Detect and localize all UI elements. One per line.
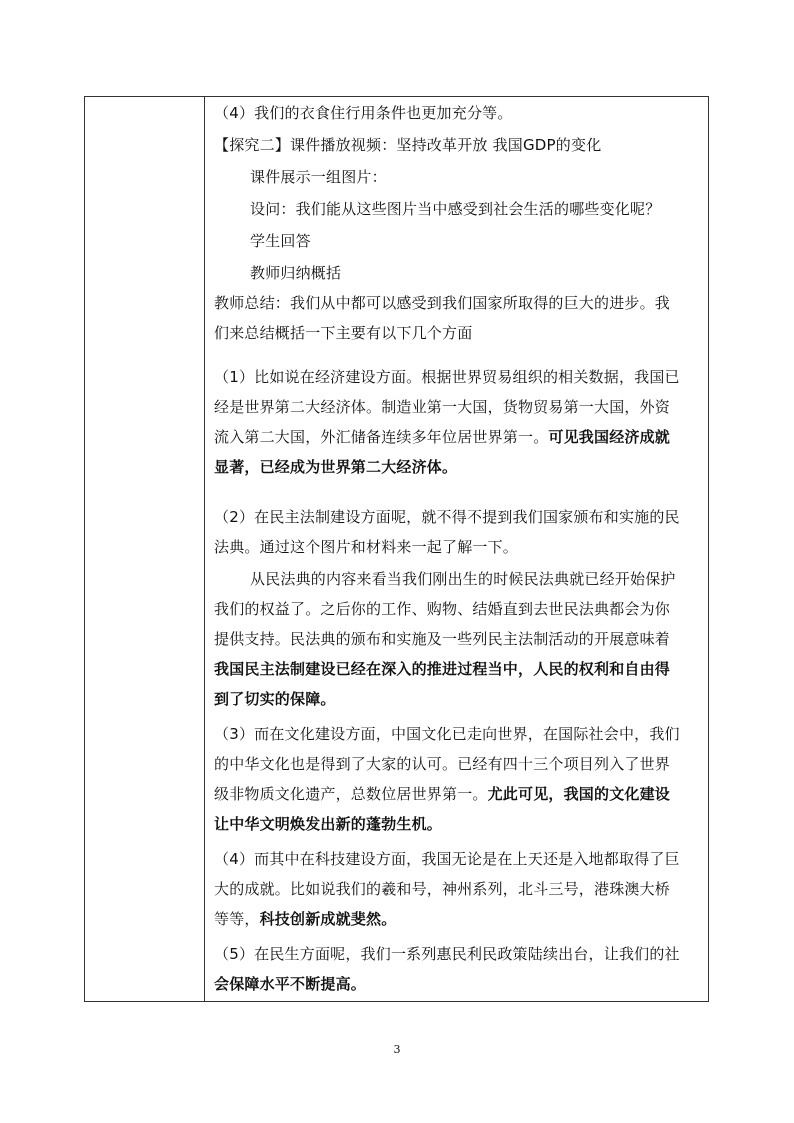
text-line: 【探究二】课件播放视频：坚持改革开放 我国GDP的变化 <box>214 136 602 154</box>
text-line: 教师归纳概括 <box>250 264 342 282</box>
text-line: 教师总结：我们从中都可以感受到我们国家所取得的巨大的进步。我 <box>214 294 671 312</box>
text-line: 设问：我们能从这些图片当中感受到社会生活的哪些变化呢？ <box>250 200 661 218</box>
text-line: 的中华文化也是得到了大家的认可。已经有四十三个项目列入了世界 <box>214 755 671 773</box>
text-line <box>214 784 670 804</box>
text-line: 课件展示一组图片： <box>250 168 387 186</box>
bold-text-span: 科技创新成就斐然。 <box>259 910 397 928</box>
text-line: （2）在民主法制建设方面呢，就不得不提到我们国家颁布和实施的民 <box>214 508 680 526</box>
text-line: （5）在民生方面呢，我们一系列惠民利民政策陆续出台，让我们的社 <box>214 945 680 963</box>
text-line: 提供支持。民法典的颁布和实施及一些列民主法制活动的开展意味着 <box>214 630 671 648</box>
bold-text-line: 到了切实的保障。 <box>214 690 336 708</box>
bold-text-span: 尤此可见，我国的文化建设 <box>487 785 671 803</box>
bold-text-span: 可见我国经济成就 <box>548 428 671 446</box>
bold-text-line: 显著，已经成为世界第二大经济体。 <box>214 458 458 476</box>
text-line: 我们的权益了。之后你的工作、购物、结婚直到去世民法典都会为你 <box>214 600 671 618</box>
text-line: 经是世界第二大经济体。制造业第一大国，货物贸易第一大国，外资 <box>214 398 671 416</box>
bold-text-line: 让中华文明焕发出新的蓬勃生机。 <box>214 815 443 833</box>
text-line: 法典。通过这个图片和材料来一起了解一下。 <box>214 538 519 556</box>
bold-text-line: 会保障水平不断提高。 <box>214 975 367 993</box>
text-line: （3）而在文化建设方面，中国文化已走向世界，在国际社会中，我们 <box>214 725 680 743</box>
text-line <box>214 427 670 447</box>
left-column-cell <box>85 97 205 1001</box>
bold-text-line: 我国民主法制建设已经在深入的推进过程当中，人民的权利和自由得 <box>214 660 671 678</box>
text-line: 们来总结概括一下主要有以下几个方面 <box>214 324 473 342</box>
text-line: （1）比如说在经济建设方面。根据世界贸易组织的相关数据，我国已 <box>214 368 680 386</box>
text-line: （4）我们的衣食住行用条件也更加充分等。 <box>214 104 513 122</box>
text-span: 等等， <box>214 910 260 928</box>
text-line: （4）而其中在科技建设方面，我国无论是在上天还是入地都取得了巨 <box>214 850 680 868</box>
content-cell <box>206 97 708 1001</box>
text-line: 大的成就。比如说我们的羲和号，神州系列，北斗三号，港珠澳大桥 <box>214 880 671 898</box>
page-number: 3 <box>393 1043 401 1056</box>
text-line: 从民法典的内容来看当我们刚出生的时候民法典就已经开始保护 <box>250 570 676 588</box>
text-span: 流入第二大国，外汇储备连续多年位居世界第一。 <box>214 428 549 446</box>
lesson-table <box>84 96 709 1002</box>
text-line <box>214 909 396 929</box>
text-span: 级非物质文化遗产，总数位居世界第一。 <box>214 785 488 803</box>
text-line: 学生回答 <box>250 232 311 250</box>
